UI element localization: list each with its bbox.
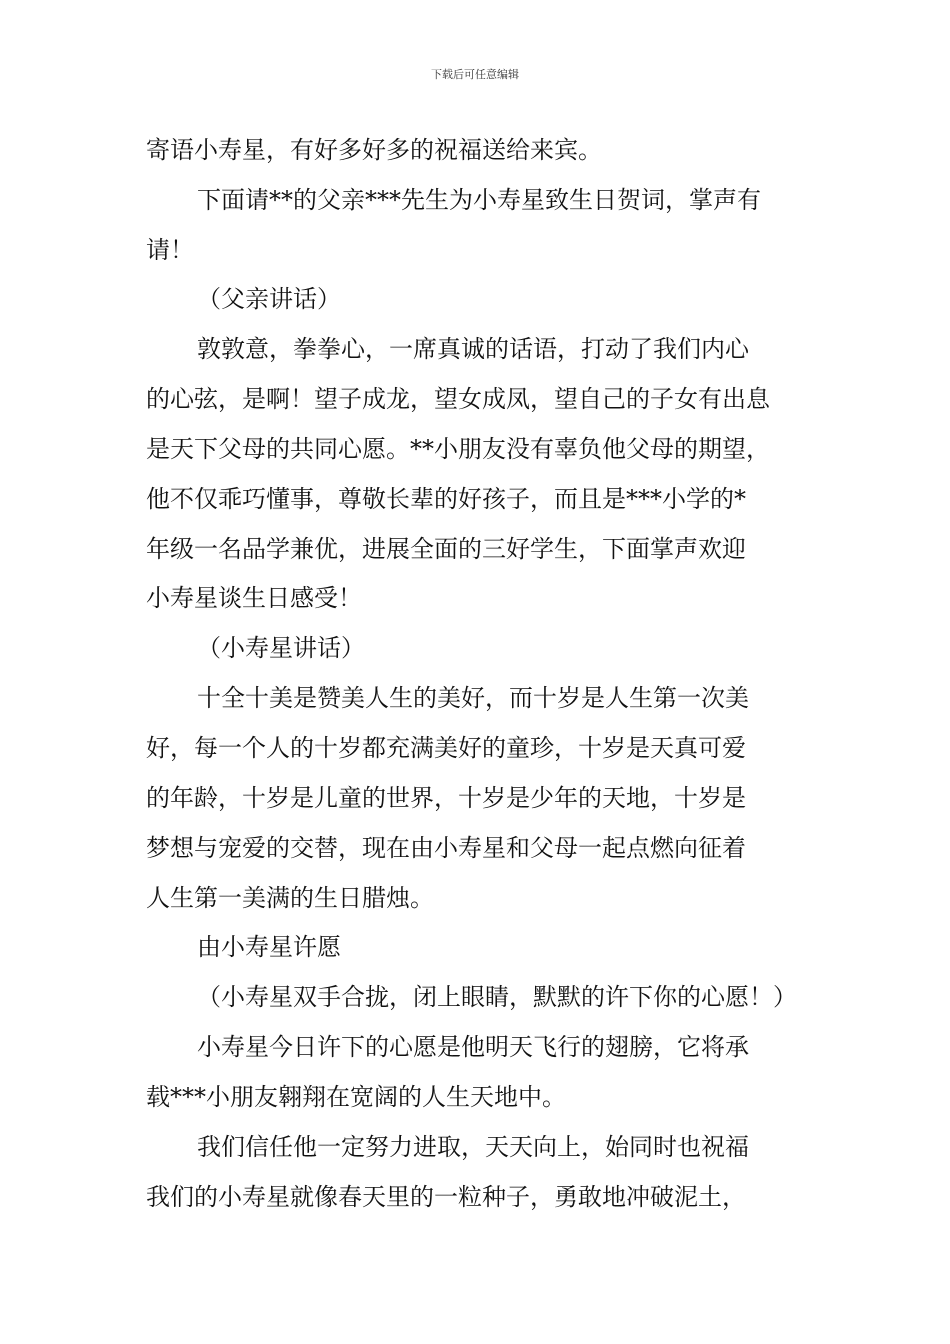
text-line: 他不仅乖巧懂事，尊敬长辈的好孩子，而且是***小学的* bbox=[146, 485, 746, 513]
text-line: 我们信任他一定努力进取，天天向上，始同时也祝福 bbox=[197, 1133, 749, 1161]
text-line: 的年龄，十岁是儿童的世界，十岁是少年的天地，十岁是 bbox=[146, 784, 746, 812]
text-line: 人生第一美满的生日腊烛。 bbox=[146, 884, 434, 912]
text-line: 是天下父母的共同心愿。**小朋友没有辜负他父母的期望， bbox=[146, 435, 770, 463]
text-line: 年级一名品学兼优，进展全面的三好学生，下面掌声欢迎 bbox=[146, 535, 746, 563]
page-header: 下载后可任意编辑 bbox=[431, 68, 519, 81]
text-line: 的心弦，是啊！望子成龙，望女成凤，望自己的子女有出息 bbox=[146, 385, 770, 413]
text-line: 小寿星今日许下的心愿是他明天飞行的翅膀，它将承 bbox=[197, 1033, 749, 1061]
text-line: 我们的小寿星就像春天里的一粒种子，勇敢地冲破泥土， bbox=[146, 1183, 746, 1211]
text-line: 载***小朋友翱翔在宽阔的人生天地中。 bbox=[146, 1083, 566, 1111]
text-line: 由小寿星许愿 bbox=[197, 933, 341, 961]
text-line: （小寿星双手合拢，闭上眼睛，默默的许下你的心愿！） bbox=[197, 983, 797, 1011]
text-line: 好，每一个人的十岁都充满美好的童珍，十岁是天真可爱 bbox=[146, 734, 746, 762]
text-line: 梦想与宠爱的交替，现在由小寿星和父母一起点燃向征着 bbox=[146, 834, 746, 862]
text-line: （小寿星讲话） bbox=[197, 634, 365, 662]
text-line: 敦敦意，拳拳心，一席真诚的话语，打动了我们内心 bbox=[197, 335, 749, 363]
text-line: 请！ bbox=[146, 236, 194, 264]
text-line: （父亲讲话） bbox=[197, 285, 341, 313]
text-line: 寄语小寿星，有好多好多的祝福送给来宾。 bbox=[146, 136, 602, 164]
text-line: 十全十美是赞美人生的美好，而十岁是人生第一次美 bbox=[197, 684, 749, 712]
text-line: 小寿星谈生日感受！ bbox=[146, 584, 362, 612]
text-line: 下面请**的父亲***先生为小寿星致生日贺词，掌声有 bbox=[197, 186, 761, 214]
